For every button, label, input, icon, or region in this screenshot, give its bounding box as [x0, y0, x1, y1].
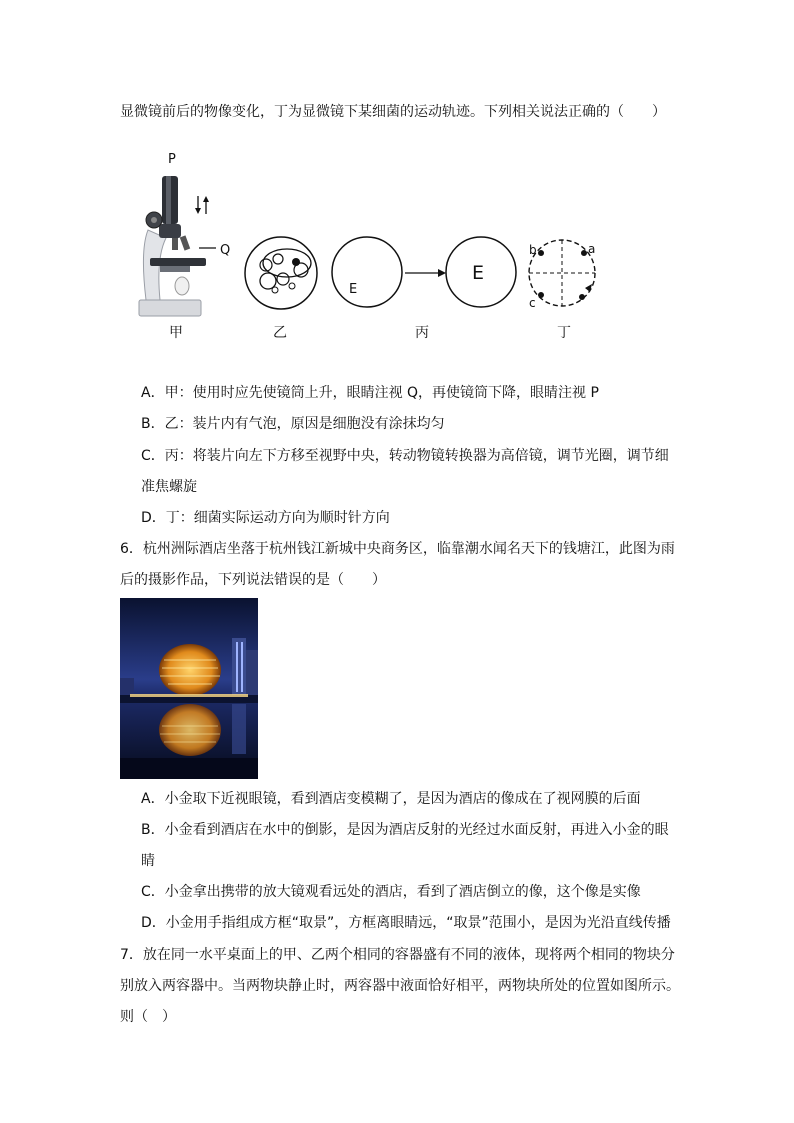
label-q: Q	[220, 243, 231, 258]
label-bing: 丙	[415, 325, 429, 341]
q5-option-b: B．乙：装片内有气泡，原因是细胞没有涂抹均匀	[141, 416, 445, 432]
label-ding: 丁	[557, 325, 571, 341]
q7-stem-line2: 别放入两容器中。当两物块静止时，两容器中液面恰好相平，两物块所处的位置如图所示。	[120, 978, 680, 994]
trajectory-diagram	[529, 240, 595, 306]
label-a: a	[588, 242, 596, 256]
label-b: b	[529, 243, 537, 257]
q6-option-b: B．小金看到酒店在水中的倒影，是因为酒店反射的光经过水面反射，再进入小金的眼	[141, 822, 669, 838]
q5-option-a: A．甲：使用时应先使镜筒上升，眼睛注视 Q，再使镜筒下降，眼睛注视 P	[141, 385, 599, 401]
q6-option-b-cont: 睛	[141, 853, 155, 869]
q5-stem-line: 显微镜前后的物像变化，丁为显微镜下某细菌的运动轨迹。下列相关说法正确的（ ）	[120, 104, 666, 120]
q6-stem-line1: 6．杭州洲际酒店坐落于杭州钱江新城中央商务区，临靠潮水闻名天下的钱塘江，此图为雨	[120, 541, 675, 557]
label-yi: 乙	[273, 325, 287, 341]
microscope-figure	[0, 0, 794, 360]
q5-option-c: C．丙：将装片向左下方移至视野中央，转动物镜转换器为高倍镜，调节光圈，调节细	[141, 448, 669, 464]
q7-stem-line3: 则（ ）	[120, 1009, 176, 1025]
q6-option-d: D．小金用手指组成方框“取景”，方框离眼睛远，“取景”范围小，是因为光沿直线传播	[141, 915, 671, 931]
hotel-night-photo	[120, 598, 258, 779]
label-c: c	[529, 296, 536, 310]
q6-option-c: C．小金拿出携带的放大镜观看远处的酒店，看到了酒店倒立的像，这个像是实像	[141, 884, 641, 900]
arrow-head-icon	[438, 269, 446, 277]
field-before	[332, 237, 402, 307]
q6-option-a: A．小金取下近视眼镜，看到酒店变模糊了，是因为酒店的像成在了视网膜的后面	[141, 791, 641, 807]
label-p: P	[168, 152, 176, 167]
letter-e-large: E	[472, 262, 485, 284]
q5-option-c-cont: 准焦螺旋	[141, 479, 197, 495]
letter-e-small: E	[349, 282, 358, 297]
q5-option-d: D．丁：细菌实际运动方向为顺时针方向	[141, 510, 390, 526]
bubble-field	[245, 237, 317, 309]
label-jia: 甲	[169, 325, 183, 341]
q7-stem-line1: 7．放在同一水平桌面上的甲、乙两个相同的容器盛有不同的液体，现将两个相同的物块分	[120, 947, 675, 963]
microscope-icon	[139, 176, 206, 316]
q6-stem-line2: 后的摄影作品，下列说法错误的是（ ）	[120, 572, 386, 588]
